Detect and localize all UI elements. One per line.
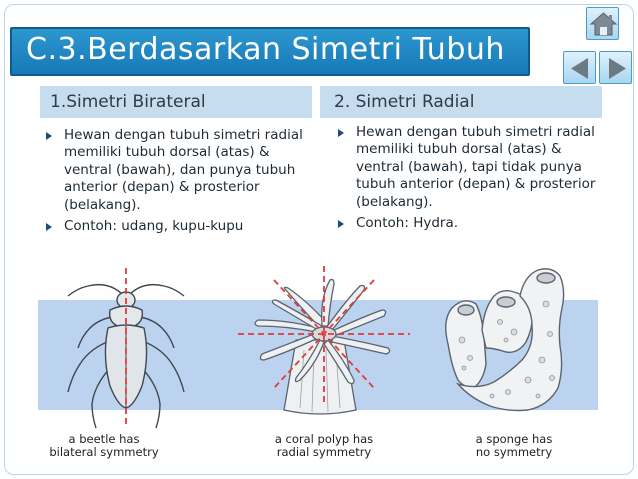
list-item — [338, 124, 600, 211]
list-item — [338, 215, 600, 232]
caption-line: radial symmetry — [276, 445, 372, 459]
caption-beetle — [38, 433, 170, 459]
next-slide-button[interactable] — [599, 51, 632, 84]
column-header-label: 1.Simetri Birateral — [50, 92, 206, 112]
sponge-drawing — [446, 269, 564, 411]
previous-slide-button[interactable] — [563, 51, 596, 84]
title-bar — [10, 27, 530, 76]
bullet-text: Hewan dengan tubuh simetri radial memiliki tubuh dorsal (atas) & ventral (bawah), tapi tidak punya tubuh anterior (depan) & prosterior (belakang). — [356, 124, 596, 210]
caption-line: a coral polyp has — [274, 432, 374, 446]
bullet-arrow-icon — [46, 132, 52, 140]
slide-title: C.3.Berdasarkan Simetri Tubuh — [26, 32, 505, 67]
column-header-radial — [320, 86, 602, 120]
bullet-arrow-icon — [338, 129, 344, 137]
bullet-text: Hewan dengan tubuh simetri radial memiliki tubuh dorsal (atas) & ventral (bawah), dan punya tubuh anterior (depan) & prosterior (belakang). — [64, 127, 303, 213]
caption-coral — [253, 433, 395, 459]
home-icon — [587, 8, 620, 41]
bullet-list-bilateral — [46, 127, 312, 239]
bullet-text: Contoh: Hydra. — [356, 215, 459, 232]
column-header-label: 2. Simetri Radial — [334, 92, 475, 112]
triangle-right-icon — [600, 52, 633, 85]
caption-line: a beetle has — [68, 432, 140, 446]
bullet-arrow-icon — [338, 220, 344, 228]
home-button[interactable] — [586, 7, 619, 40]
caption-line: bilateral symmetry — [49, 445, 159, 459]
column-header-bilateral — [40, 86, 312, 120]
symmetry-illustration — [38, 256, 598, 474]
bullet-arrow-icon — [46, 223, 52, 231]
bullet-text: Contoh: udang, kupu-kupu — [64, 218, 244, 235]
bullet-list-radial — [338, 124, 600, 236]
list-item — [46, 127, 312, 214]
triangle-left-icon — [564, 52, 597, 85]
caption-sponge — [448, 433, 580, 459]
list-item — [46, 218, 312, 235]
caption-line: a sponge has — [475, 432, 553, 446]
caption-line: no symmetry — [475, 445, 553, 459]
